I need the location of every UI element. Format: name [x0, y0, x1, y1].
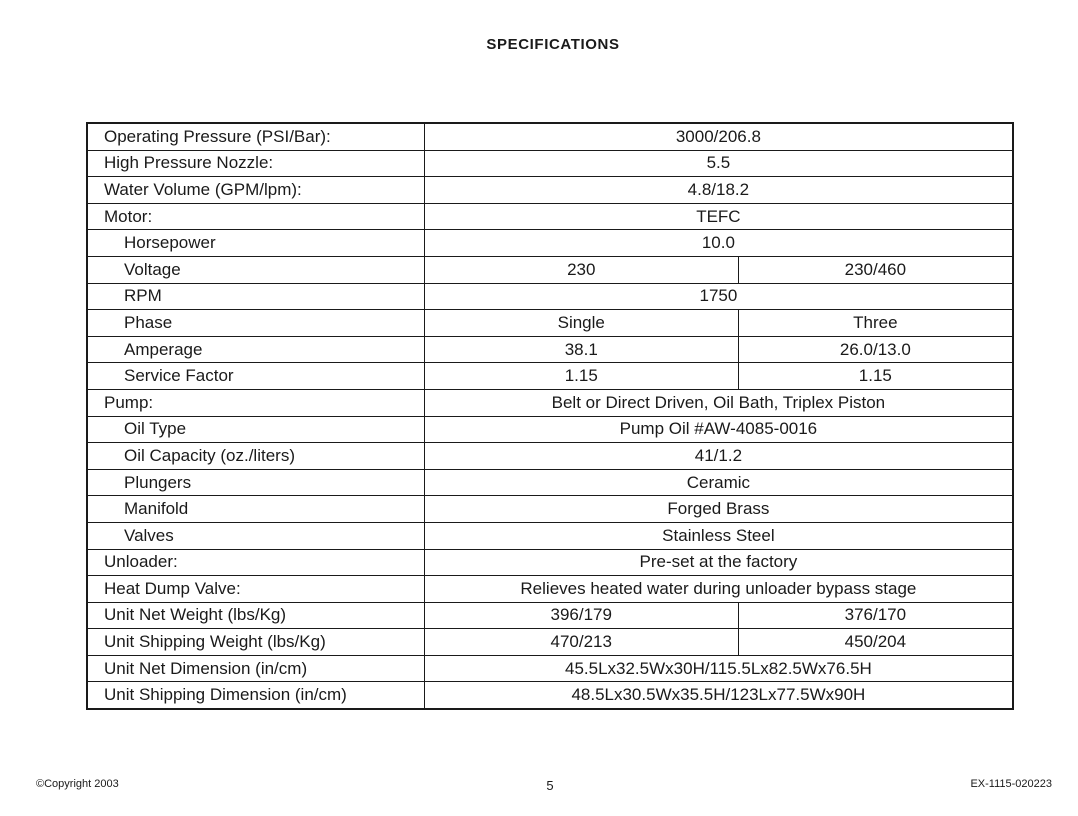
spec-label: Heat Dump Valve:	[87, 576, 424, 603]
spec-value-three-phase: 376/170	[738, 602, 1013, 629]
table-row	[87, 389, 1013, 416]
spec-value: 4.8/18.2	[424, 177, 1013, 204]
spec-value-three-phase: 26.0/13.0	[738, 336, 1013, 363]
spec-label: Unit Net Weight (lbs/Kg)	[87, 602, 424, 629]
spec-value-single-phase: Single	[424, 310, 738, 337]
spec-label: RPM	[87, 283, 424, 310]
spec-label: Plungers	[87, 469, 424, 496]
page-title: SPECIFICATIONS	[486, 36, 620, 53]
spec-value-single-phase: 38.1	[424, 336, 738, 363]
table-row	[87, 602, 1013, 629]
spec-value: Stainless Steel	[424, 522, 1013, 549]
spec-value: 48.5Lx30.5Wx35.5H/123Lx77.5Wx90H	[424, 682, 1013, 709]
table-row	[87, 576, 1013, 603]
table-row	[87, 203, 1013, 230]
spec-label: Unit Net Dimension (in/cm)	[87, 655, 424, 682]
spec-label: Voltage	[87, 256, 424, 283]
table-row	[87, 549, 1013, 576]
spec-value: Pump Oil #AW-4085-0016	[424, 416, 1013, 443]
table-row	[87, 283, 1013, 310]
table-row	[87, 150, 1013, 177]
table-row	[87, 123, 1013, 150]
table-row	[87, 177, 1013, 204]
spec-value: 1750	[424, 283, 1013, 310]
spec-value: 5.5	[424, 150, 1013, 177]
table-row	[87, 655, 1013, 682]
spec-label: Pump:	[87, 389, 424, 416]
spec-value: Forged Brass	[424, 496, 1013, 523]
page-number: 5	[546, 778, 554, 793]
spec-value: 3000/206.8	[424, 123, 1013, 150]
table-row	[87, 682, 1013, 709]
spec-value-single-phase: 230	[424, 256, 738, 283]
spec-value: TEFC	[424, 203, 1013, 230]
table-row	[87, 469, 1013, 496]
table-row	[87, 416, 1013, 443]
table-row	[87, 363, 1013, 390]
spec-label: Horsepower	[87, 230, 424, 257]
spec-label: Service Factor	[87, 363, 424, 390]
spec-label: Unit Shipping Weight (lbs/Kg)	[87, 629, 424, 656]
table-row	[87, 496, 1013, 523]
specifications-table-body	[87, 123, 1013, 709]
table-row	[87, 310, 1013, 337]
spec-value: Relieves heated water during unloader bypass stage	[424, 576, 1013, 603]
spec-value-three-phase: Three	[738, 310, 1013, 337]
spec-value: 10.0	[424, 230, 1013, 257]
spec-value-three-phase: 1.15	[738, 363, 1013, 390]
spec-label: Valves	[87, 522, 424, 549]
table-row	[87, 629, 1013, 656]
copyright-notice: ©Copyright 2003	[36, 778, 119, 790]
spec-label: Amperage	[87, 336, 424, 363]
document-code: EX-1115-020223	[970, 778, 1052, 790]
spec-value: 41/1.2	[424, 443, 1013, 470]
spec-label: Manifold	[87, 496, 424, 523]
spec-value-single-phase: 470/213	[424, 629, 738, 656]
spec-value-three-phase: 230/460	[738, 256, 1013, 283]
spec-label: Motor:	[87, 203, 424, 230]
table-row	[87, 522, 1013, 549]
spec-value: 45.5Lx32.5Wx30H/115.5Lx82.5Wx76.5H	[424, 655, 1013, 682]
spec-value: Belt or Direct Driven, Oil Bath, Triplex Piston	[424, 389, 1013, 416]
specifications-table	[86, 122, 1014, 710]
spec-label: High Pressure Nozzle:	[87, 150, 424, 177]
spec-label: Water Volume (GPM/lpm):	[87, 177, 424, 204]
spec-value: Pre-set at the factory	[424, 549, 1013, 576]
spec-label: Operating Pressure (PSI/Bar):	[87, 123, 424, 150]
spec-value: Ceramic	[424, 469, 1013, 496]
spec-label: Unloader:	[87, 549, 424, 576]
spec-value-single-phase: 1.15	[424, 363, 738, 390]
spec-label: Phase	[87, 310, 424, 337]
spec-label: Oil Capacity (oz./liters)	[87, 443, 424, 470]
spec-label: Unit Shipping Dimension (in/cm)	[87, 682, 424, 709]
spec-value-three-phase: 450/204	[738, 629, 1013, 656]
table-row	[87, 336, 1013, 363]
table-row	[87, 230, 1013, 257]
spec-value-single-phase: 396/179	[424, 602, 738, 629]
spec-label: Oil Type	[87, 416, 424, 443]
table-row	[87, 443, 1013, 470]
table-row	[87, 256, 1013, 283]
